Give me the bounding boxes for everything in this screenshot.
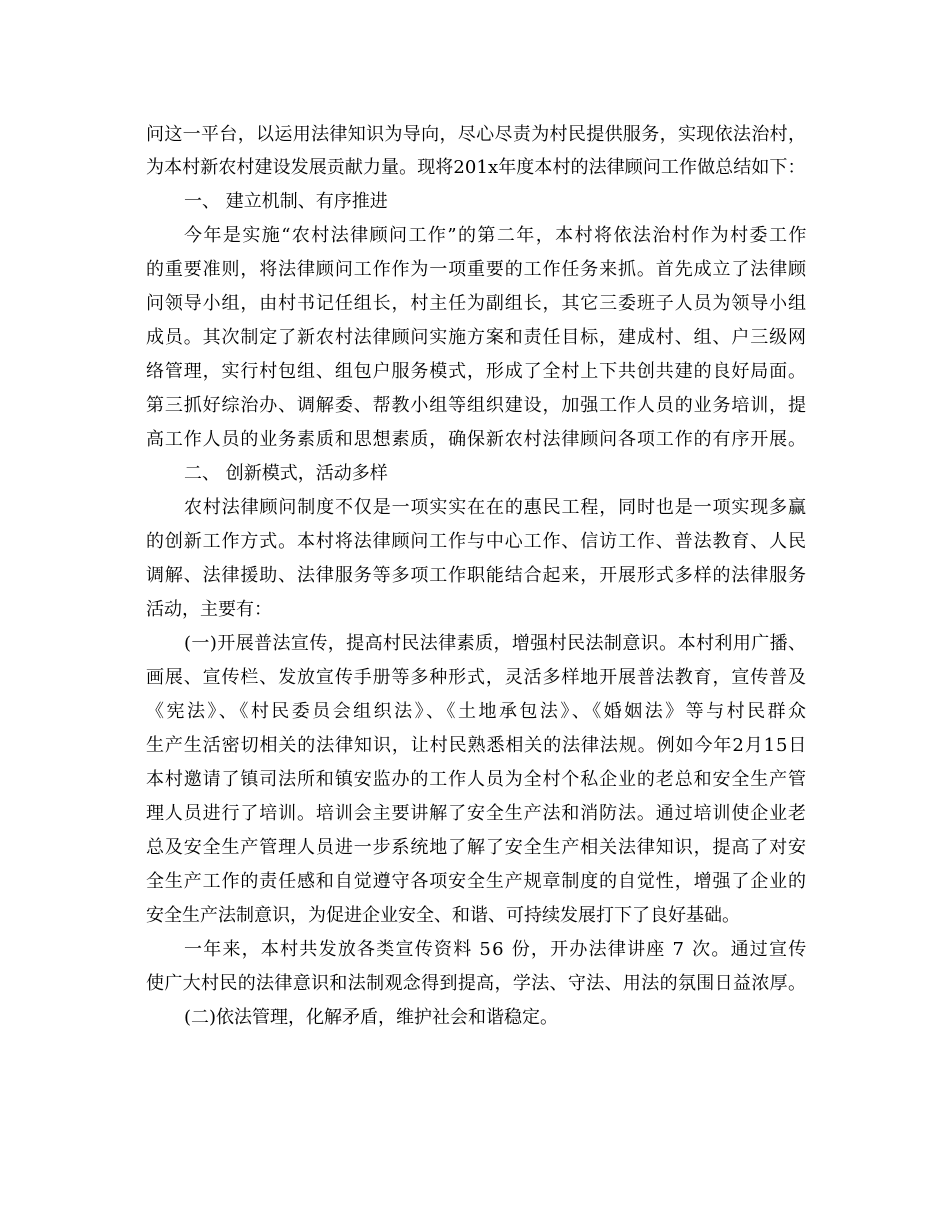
text-line: 的重要准则，将法律顾问工作作为一项重要的工作任务来抓。首先成立了法律顾 xyxy=(146,259,807,280)
text-line: 成员。其次制定了新农村法律顾问实施方案和责任目标，建成村、组、户三级网 xyxy=(146,327,807,348)
text-line: (二)依法管理，化解矛盾，维护社会和谐稳定。 xyxy=(184,1007,559,1028)
text-line: 使广大村民的法律意识和法制观念得到提高，学法、守法、用法的氛围日益浓厚。 xyxy=(146,973,807,994)
text-line: 全生产工作的责任感和自觉遵守各项安全生产规章制度的自觉性，增强了企业的 xyxy=(146,871,807,892)
text-line: (一)开展普法宣传，提高村民法律素质，增强村民法制意识。本村利用广播、 xyxy=(184,633,807,654)
text-line: 农村法律顾问制度不仅是一项实实在在的惠民工程，同时也是一项实现多赢 xyxy=(184,497,807,518)
text-line: 问这一平台，以运用法律知识为导向，尽心尽责为村民提供服务，实现依法治村， xyxy=(146,124,807,145)
section-heading: 一、 建立机制、有序推进 xyxy=(184,191,388,212)
text-line: 为本村新农村建设发展贡献力量。现将201x年度本村的法律顾问工作做总结如下： xyxy=(146,157,806,178)
text-line: 今年是实施“农村法律顾问工作”的第二年，本村将依法治村作为村委工作 xyxy=(184,225,808,246)
text-line: 生产生活密切相关的法律知识，让村民熟悉相关的法律法规。例如今年2月15日 xyxy=(146,735,808,756)
text-line: 问领导小组，由村书记任组长，村主任为副组长，其它三委班子人员为领导小组 xyxy=(146,293,807,314)
text-line: 一年来，本村共发放各类宣传资料 56 份，开办法律讲座 7 次。通过宣传 xyxy=(184,939,808,960)
text-line: 活动，主要有： xyxy=(146,599,272,620)
text-line: 理人员进行了培训。培训会主要讲解了安全生产法和消防法。通过培训使企业老 xyxy=(146,803,807,824)
text-line: 高工作人员的业务素质和思想素质，确保新农村法律顾问各项工作的有序开展。 xyxy=(146,429,807,450)
text-line: 本村邀请了镇司法所和镇安监办的工作人员为全村个私企业的老总和安全生产管 xyxy=(146,769,807,790)
text-line: 总及安全生产管理人员进一步系统地了解了安全生产相关法律知识，提高了对安 xyxy=(146,837,807,858)
text-line: 安全生产法制意识，为促进企业安全、和谐、可持续发展打下了良好基础。 xyxy=(146,905,740,926)
text-line: 画展、宣传栏、发放宣传手册等多种形式，灵活多样地开展普法教育，宣传普及 xyxy=(146,667,807,688)
text-line: 的创新工作方式。本村将法律顾问工作与中心工作、信访工作、普法教育、人民 xyxy=(146,531,807,552)
text-line: 第三抓好综治办、调解委、帮教小组等组织建设，加强工作人员的业务培训，提 xyxy=(146,395,807,416)
text-line: 《宪法》、《村民委员会组织法》、《土地承包法》、《婚姻法》等与村民群众 xyxy=(146,701,809,722)
text-line: 络管理，实行村包组、组包户服务模式，形成了全村上下共创共建的良好局面。 xyxy=(146,361,807,382)
section-heading: 二、 创新模式，活动多样 xyxy=(184,463,388,484)
text-line: 调解、法律援助、法律服务等多项工作职能结合起来，开展形式多样的法律服务 xyxy=(146,565,807,586)
